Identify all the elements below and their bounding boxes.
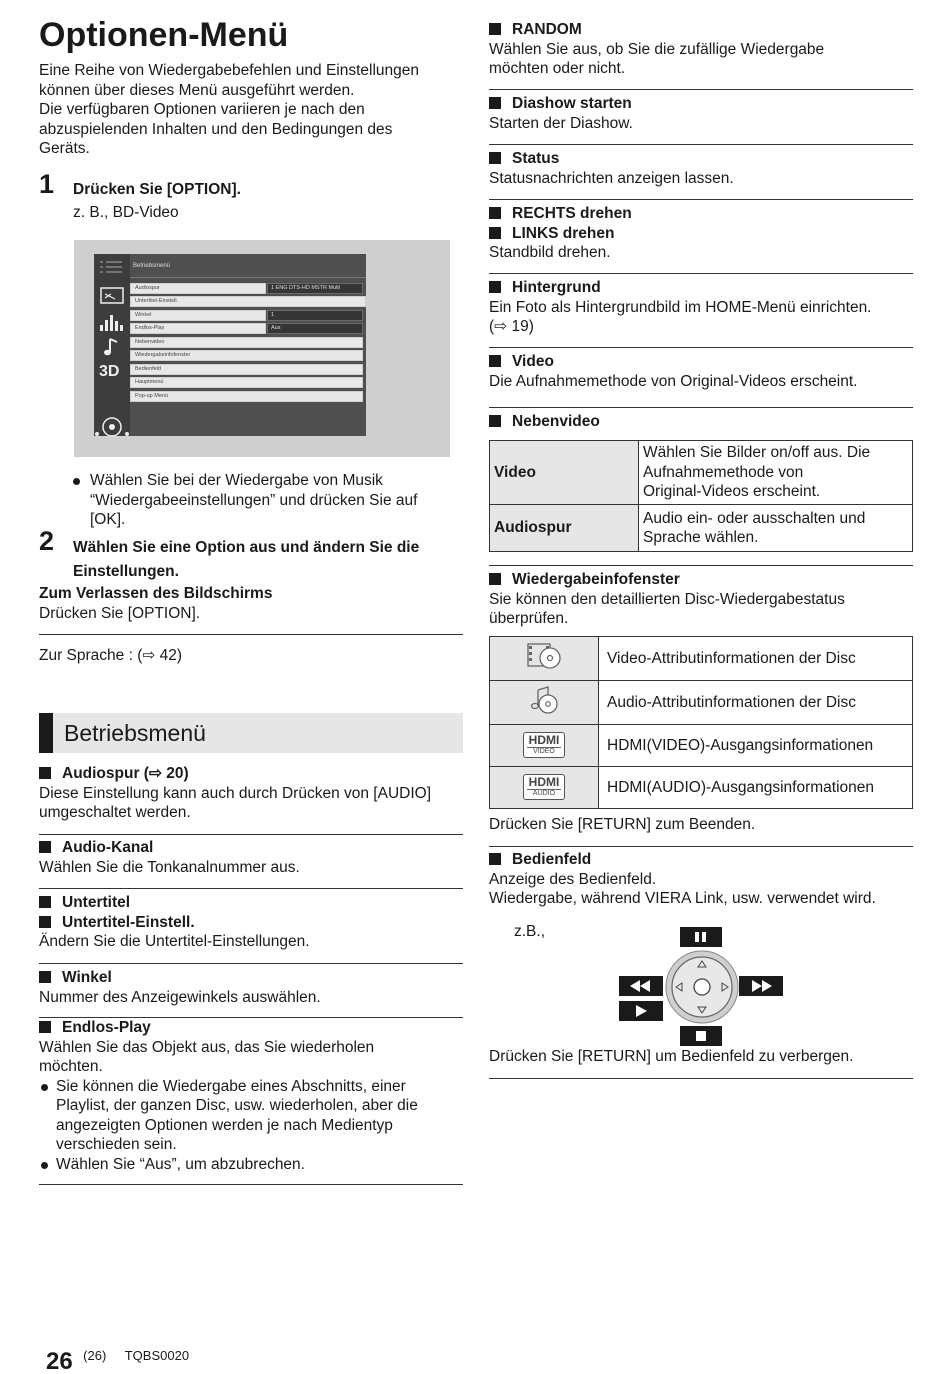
- square-bullet-icon: [489, 355, 501, 367]
- item-title: Bedienfeld: [512, 851, 592, 868]
- item-video: [489, 352, 913, 391]
- cell-line: Aufnahmemethode von: [643, 463, 804, 481]
- divider: [39, 634, 463, 635]
- fast-forward-button[interactable]: [739, 976, 783, 996]
- item-title: RANDOM: [512, 21, 582, 38]
- hdmi-badge-bottom: VIDEO: [527, 747, 561, 756]
- square-bullet-icon: [39, 971, 51, 983]
- item-audiospur: [39, 764, 463, 823]
- page-number: 26: [46, 1348, 73, 1374]
- section-title: Betriebsmenü: [64, 720, 206, 746]
- music-note-icon: [97, 336, 127, 358]
- menu-value-endlos-play: Aus: [267, 323, 363, 334]
- item-text: Wählen Sie die Tonkanalnummer aus.: [39, 858, 300, 876]
- menu-item-wiedergabeinfofenster[interactable]: Wiedergabeinfofenster: [130, 350, 363, 361]
- music-note-line: Wählen Sie bei der Wiedergabe von Musik: [90, 472, 383, 489]
- pause-button[interactable]: [680, 927, 722, 947]
- item-text: umgeschaltet werden.: [39, 804, 191, 821]
- item-text: Nummer des Anzeigewinkels auswählen.: [39, 988, 321, 1006]
- item-title: Hintergrund: [512, 279, 601, 296]
- info-text: Video-Attributinformationen der Disc: [599, 637, 913, 681]
- info-text: HDMI(AUDIO)-Ausgangsinformationen: [599, 767, 913, 809]
- nebenvideo-table: [489, 440, 913, 552]
- music-note-line: [OK].: [90, 511, 126, 528]
- table-row: [490, 725, 913, 767]
- item-title: Diashow starten: [512, 95, 632, 112]
- 3d-icon: 3D: [99, 363, 120, 380]
- control-panel-illustration: [618, 925, 788, 1049]
- item-text: möchten oder nicht.: [489, 60, 626, 77]
- bullet-icon: [41, 1162, 48, 1169]
- table-cell-desc: [639, 505, 913, 552]
- page-title: Optionen-Menü: [39, 16, 289, 54]
- item-wiedergabeinfofenster: [489, 570, 913, 629]
- square-bullet-icon: [489, 207, 501, 219]
- intro-line: können über dieses Menü ausgeführt werden.: [39, 81, 355, 99]
- table-cell-desc: [639, 441, 913, 505]
- bedienfeld-return-text: Drücken Sie [RETURN] um Bedienfeld zu verbergen.: [489, 1048, 854, 1065]
- table-row: [490, 441, 913, 505]
- item-random: [489, 20, 913, 79]
- item-title: Audiospur (⇨ 20): [62, 765, 189, 782]
- info-text: HDMI(VIDEO)-Ausgangsinformationen: [599, 725, 913, 767]
- equalizer-icon: [97, 311, 127, 333]
- intro-line: abzuspielenden Inhalten und den Bedingungen des: [39, 120, 393, 138]
- item-text: Wiedergabe, während VIERA Link, usw. verwendet wird.: [489, 890, 876, 907]
- step-2-number: 2: [39, 526, 55, 556]
- item-title: RECHTS drehen: [512, 205, 632, 222]
- item-text: verschieden sein.: [56, 1136, 177, 1153]
- table-row: [490, 681, 913, 725]
- square-bullet-icon: [489, 281, 501, 293]
- music-note: [73, 471, 463, 530]
- exit-text: Drücken Sie [OPTION].: [39, 605, 201, 622]
- bullet-icon: [73, 478, 80, 485]
- hdmi-badge-top: HDMI: [528, 775, 560, 790]
- item-nebenvideo: [489, 412, 913, 432]
- menu-item-nebenvideo[interactable]: Nebenvideo: [130, 337, 363, 348]
- item-text: Wählen Sie das Objekt aus, das Sie wiederholen: [39, 1038, 375, 1056]
- item-title: Endlos-Play: [62, 1019, 151, 1036]
- item-text: Ein Foto als Hintergrundbild im HOME-Menü einrichten.: [489, 298, 872, 316]
- item-text: Sie können die Wiedergabe eines Abschnitts, einer: [56, 1077, 406, 1095]
- cell-line: Wählen Sie Bilder on/off aus. Die: [643, 444, 871, 462]
- menu-item-winkel[interactable]: Winkel: [130, 310, 266, 321]
- square-bullet-icon: [39, 916, 51, 928]
- step-1-number: 1: [39, 169, 55, 199]
- menu-screenshot: [74, 240, 450, 457]
- menu-title: Betriebsmenü: [133, 263, 171, 269]
- item-title: Winkel: [62, 969, 112, 986]
- item-text: Die Aufnahmemethode von Original-Videos erscheint.: [489, 372, 858, 390]
- hdmi-audio-icon: [490, 767, 599, 809]
- square-bullet-icon: [489, 97, 501, 109]
- square-bullet-icon: [489, 227, 501, 239]
- menu-list-icon: [99, 260, 123, 274]
- language-reference: Zur Sprache : (⇨ 42): [39, 647, 183, 664]
- cell-line: Sprache wählen.: [643, 529, 759, 546]
- menu-item-endlos-play[interactable]: Endlos-Play: [130, 323, 266, 334]
- bullet-icon: [41, 1084, 48, 1091]
- item-text: Statusnachrichten anzeigen lassen.: [489, 169, 734, 187]
- item-title: Audio-Kanal: [62, 839, 154, 856]
- hdmi-video-icon: [490, 725, 599, 767]
- table-cell-label: Audiospur: [490, 505, 639, 552]
- intro-line: Geräts.: [39, 140, 90, 157]
- cell-line: Audio ein- oder ausschalten und: [643, 509, 866, 527]
- item-diashow: [489, 94, 913, 133]
- item-text: möchten.: [39, 1058, 103, 1075]
- play-button[interactable]: [619, 1001, 663, 1021]
- item-hintergrund: [489, 278, 913, 337]
- audio-disc-icon: [490, 681, 599, 725]
- item-bedienfeld: [489, 850, 913, 909]
- step-2-line: Wählen Sie eine Option aus und ändern Sie die: [73, 539, 420, 556]
- bedienfeld-example: z.B.,: [514, 923, 546, 940]
- rewind-button[interactable]: [619, 976, 663, 996]
- square-bullet-icon: [39, 767, 51, 779]
- video-disc-icon: [490, 637, 599, 681]
- menu-item-hauptmenu[interactable]: Hauptmenü: [130, 377, 363, 388]
- square-bullet-icon: [39, 1021, 51, 1033]
- item-title: Status: [512, 150, 560, 167]
- screen-icon: [97, 285, 127, 307]
- document-code: TQBS0020: [124, 1348, 190, 1363]
- item-text: Sie können den detaillierten Disc-Wiedergabestatus: [489, 590, 845, 608]
- item-title: LINKS drehen: [512, 224, 615, 242]
- exit-heading: Zum Verlassen des Bildschirms: [39, 585, 273, 602]
- item-text: Anzeige des Bedienfeld.: [489, 870, 657, 888]
- page-number-paren: (26): [83, 1348, 107, 1363]
- step-2-text: [73, 536, 419, 583]
- table-cell-label: Video: [490, 441, 639, 505]
- item-title: Untertitel-Einstell.: [62, 913, 195, 931]
- square-bullet-icon: [39, 896, 51, 908]
- section-banner: [39, 713, 463, 753]
- item-text: angezeigten Optionen werden je nach Medientyp: [56, 1116, 393, 1134]
- item-title: Wiedergabeinfofenster: [512, 571, 680, 588]
- square-bullet-icon: [489, 573, 501, 585]
- table-row: [490, 767, 913, 809]
- item-text: überprüfen.: [489, 610, 569, 627]
- item-winkel: [39, 968, 463, 1007]
- intro-line: Die verfügbaren Optionen variieren je nach den: [39, 101, 365, 118]
- table-row: [490, 505, 913, 552]
- menu-value-winkel: 1: [267, 310, 363, 321]
- item-title: Untertitel: [62, 894, 131, 911]
- menu-value-audiospur: 1 ENG DTS-HD MSTR Multi: [267, 283, 363, 294]
- step-1-example: z. B., BD-Video: [73, 204, 179, 221]
- item-title: Video: [512, 353, 554, 370]
- item-text: Diese Einstellung kann auch durch Drücken von [AUDIO]: [39, 784, 432, 802]
- item-text: (⇨ 19): [489, 318, 534, 335]
- menu-item-popup-menu[interactable]: Pop-up Menü: [130, 391, 363, 402]
- item-status: [489, 149, 913, 188]
- square-bullet-icon: [489, 152, 501, 164]
- step-1-text: Drücken Sie [OPTION].: [73, 181, 241, 198]
- cell-line: Original-Videos erscheint.: [643, 483, 821, 501]
- item-text: Starten der Diashow.: [489, 114, 633, 132]
- item-text: Wählen Sie “Aus”, um abzubrechen.: [56, 1155, 305, 1173]
- item-endlos-play: [39, 1018, 463, 1174]
- square-bullet-icon: [489, 853, 501, 865]
- info-return-text: Drücken Sie [RETURN] zum Beenden.: [489, 816, 756, 833]
- intro-text: [39, 61, 463, 159]
- item-title: Nebenvideo: [512, 413, 600, 430]
- intro-line: Eine Reihe von Wiedergabebefehlen und Einstellungen: [39, 62, 420, 79]
- hdmi-badge-top: HDMI: [528, 733, 560, 748]
- navigation-pad-icon: [94, 416, 130, 438]
- item-audio-kanal: [39, 838, 463, 877]
- item-drehen: [489, 204, 913, 263]
- info-table: [489, 636, 913, 809]
- square-bullet-icon: [39, 841, 51, 853]
- table-row: [490, 637, 913, 681]
- info-text: Audio-Attributinformationen der Disc: [599, 681, 913, 725]
- item-text: Wählen Sie aus, ob Sie die zufällige Wiedergabe: [489, 40, 825, 58]
- hdmi-badge-bottom: AUDIO: [527, 789, 561, 798]
- menu-item-bedienfeld[interactable]: Bedienfeld: [130, 364, 363, 375]
- item-text: Playlist, der ganzen Disc, usw. wiederholen, aber die: [56, 1097, 418, 1114]
- item-text: Standbild drehen.: [489, 244, 611, 261]
- stop-button[interactable]: [680, 1026, 722, 1046]
- menu-item-untertitel[interactable]: Untertitel-Einstell.: [130, 296, 366, 307]
- footer: [46, 1348, 189, 1374]
- square-bullet-icon: [489, 415, 501, 427]
- menu-item-audiospur[interactable]: Audiospur: [130, 283, 266, 294]
- step-2-line: Einstellungen.: [73, 562, 179, 580]
- item-text: Ändern Sie die Untertitel-Einstellungen.: [39, 933, 310, 950]
- square-bullet-icon: [489, 23, 501, 35]
- item-untertitel: [39, 893, 463, 952]
- music-note-line: “Wiedergabeeinstellungen” und drücken Sie auf: [90, 491, 418, 509]
